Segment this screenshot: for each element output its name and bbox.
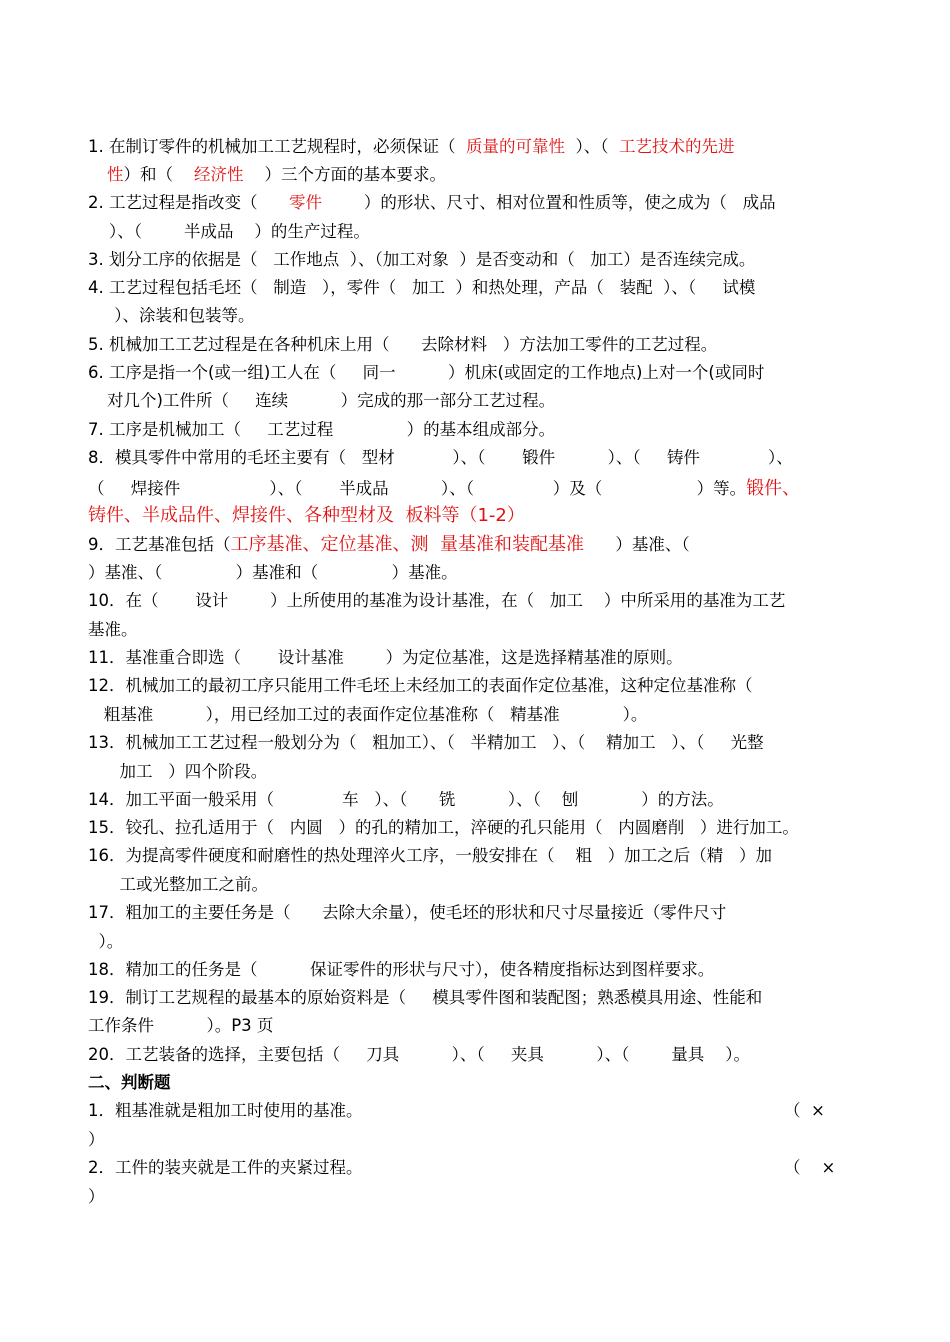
text-line xyxy=(88,845,772,867)
text-line xyxy=(88,305,254,327)
text-line xyxy=(88,647,683,669)
answer-text: 铸件、半成品件、焊接件、各种型材及 板料等（1-2） xyxy=(88,505,525,526)
question-text: ）和（ xyxy=(123,165,194,184)
question-text: ）三个方面的基本要求。 xyxy=(243,165,446,184)
text-line xyxy=(88,704,647,726)
question-text: 基准。 xyxy=(88,620,138,639)
text-line xyxy=(88,334,717,356)
question-text: 工或光整加工之前。 xyxy=(88,875,268,894)
question-text: ）、涂装和包装等。 xyxy=(88,306,255,325)
text-line xyxy=(88,1157,363,1179)
question-text: 对几个)工件所（ 连续 ）完成的那一部分工艺过程。 xyxy=(107,391,556,410)
question-text: 10．在（ 设计 ）上所使用的基准为设计基准，在（ 加工 ）中所采用的基准为工艺 xyxy=(88,591,786,610)
question-text: 9．工艺基准包括（ xyxy=(88,535,231,554)
text-line xyxy=(88,221,370,243)
question-text: 加工 ）四个阶段。 xyxy=(88,762,268,781)
question-text: 7. 工序是机械加工（ 工艺过程 ）的基本组成部分。 xyxy=(88,420,556,439)
text-line xyxy=(88,562,458,584)
text-line xyxy=(88,732,764,754)
question-text: ）、（ xyxy=(564,137,619,156)
text-line xyxy=(88,447,793,469)
text-line xyxy=(88,675,753,697)
answer-text: 零件 xyxy=(288,193,322,212)
answer-text: 工序基准、定位基准、测 量基准和装配基准 xyxy=(230,534,584,555)
answer-text: 经济性 xyxy=(193,165,244,184)
question-text: 工作条件 ）。P3 页 xyxy=(88,1016,274,1035)
question-text: 16．为提高零件硬度和耐磨性的热处理淬火工序，一般安排在（ 粗 ）加工之后（精 ）加 xyxy=(88,846,772,865)
text-line xyxy=(88,505,525,527)
question-text: （ × xyxy=(784,1158,836,1177)
question-text: ）。 xyxy=(88,932,124,951)
text-line xyxy=(784,1100,825,1122)
question-text: ）的形状、尺寸、相对位置和性质等，使之成为（ 成品 xyxy=(321,193,776,212)
question-text: 2. 工艺过程是指改变（ xyxy=(88,193,289,212)
question-text: 6. 工序是指一个(或一组)工人在（ 同一 ）机床(或固定的工作地点)上对一个(或同时 xyxy=(88,363,765,382)
question-text: ） xyxy=(88,1130,105,1149)
text-line xyxy=(88,1186,105,1208)
text-line xyxy=(107,390,555,412)
text-line xyxy=(88,362,764,384)
question-text: 12．机械加工的最初工序只能用工件毛坯上未经加工的表面作定位基准，这种定位基准称（ xyxy=(88,676,753,695)
text-line xyxy=(88,1100,363,1122)
question-text: 3. 划分工序的依据是（ 工作地点 ）、（加工对象 ）是否变动和（ 加工）是否连续完成。 xyxy=(88,250,756,269)
text-line xyxy=(88,534,690,556)
question-text: 二、判断题 xyxy=(88,1073,171,1092)
text-line xyxy=(88,277,755,299)
question-text: 15．铰孔、拉孔适用于（ 内圆 ）的孔的精加工，淬硬的孔只能用（ 内圆磨削 ）进行加工。 xyxy=(88,818,799,837)
text-line xyxy=(88,817,799,839)
text-line xyxy=(88,902,726,924)
question-text: 19．制订工艺规程的最基本的原始资料是（ 模具零件图和装配图；熟悉模具用途、性能和 xyxy=(88,988,763,1007)
text-line xyxy=(107,164,446,186)
question-text: 1. 在制订零件的机械加工工艺规程时，必须保证（ xyxy=(88,137,466,156)
question-text: 8．模具零件中常用的毛坯主要有（ 型材 ）、（ 锻件 ）、（ 铸件 ）、 xyxy=(88,448,793,467)
question-text: （ 焊接件 ）、（ 半成品 ）、（ ）及（ ）等。 xyxy=(88,479,747,498)
answer-text: 质量的可靠性 xyxy=(465,137,565,156)
text-line xyxy=(88,959,714,981)
text-line xyxy=(88,761,267,783)
question-text: ）、（ 半成品 ）的生产过程。 xyxy=(88,222,370,241)
question-text: 18．精加工的任务是（ 保证零件的形状与尺寸），使各精度指标达到图样要求。 xyxy=(88,960,715,979)
text-line xyxy=(88,931,123,953)
question-text: ）基准、（ ）基准和（ ）基准。 xyxy=(88,563,458,582)
text-line xyxy=(88,1129,105,1151)
question-text: 2．工件的装夹就是工件的夹紧过程。 xyxy=(88,1158,363,1177)
question-text: 13．机械加工工艺过程一般划分为（ 粗加工）、（ 半精加工 ）、（ 精加工 ）、（ 光整 xyxy=(88,733,764,752)
text-line xyxy=(88,1015,273,1037)
text-line xyxy=(88,136,734,158)
answer-text: 工艺技术的先进 xyxy=(618,137,735,156)
question-text: （ × xyxy=(784,1101,825,1120)
question-text: 14．加工平面一般采用（ 车 ）、（ 铣 ）、（ 刨 ）的方法。 xyxy=(88,790,724,809)
text-line xyxy=(88,1044,750,1066)
question-text: ） xyxy=(88,1187,105,1206)
text-line xyxy=(88,192,776,214)
text-line xyxy=(88,478,800,500)
text-line xyxy=(88,249,755,271)
question-text: ）基准、（ xyxy=(583,535,690,554)
text-line xyxy=(88,590,785,612)
question-text: 17．粗加工的主要任务是（ 去除大余量），使毛坯的形状和尺寸尽量接近（零件尺寸 xyxy=(88,903,727,922)
text-line xyxy=(88,987,762,1009)
text-line xyxy=(88,874,268,896)
question-text: 粗基准 ），用已经加工过的表面作定位基准称（ 精基准 ）。 xyxy=(88,705,648,724)
text-line xyxy=(88,789,724,811)
answer-text: 锻件、 xyxy=(746,478,801,499)
text-line xyxy=(88,1072,171,1094)
text-line xyxy=(88,619,138,641)
question-text: 20．工艺装备的选择，主要包括（ 刀具 ）、（ 夹具 ）、（ 量具 ）。 xyxy=(88,1045,751,1064)
question-text: 4. 工艺过程包括毛坯（ 制造 ），零件（ 加工 ）和热处理，产品（ 装配 ）、（ 试模 xyxy=(88,278,756,297)
question-text: 1．粗基准就是粗加工时使用的基准。 xyxy=(88,1101,363,1120)
question-text: 5. 机械加工工艺过程是在各种机床上用（ 去除材料 ）方法加工零件的工艺过程。 xyxy=(88,335,718,354)
text-line xyxy=(784,1157,835,1179)
answer-text: 性 xyxy=(107,165,124,184)
question-text: 11．基准重合即选（ 设计基准 ）为定位基准，这是选择精基准的原则。 xyxy=(88,648,683,667)
text-line xyxy=(88,419,555,441)
